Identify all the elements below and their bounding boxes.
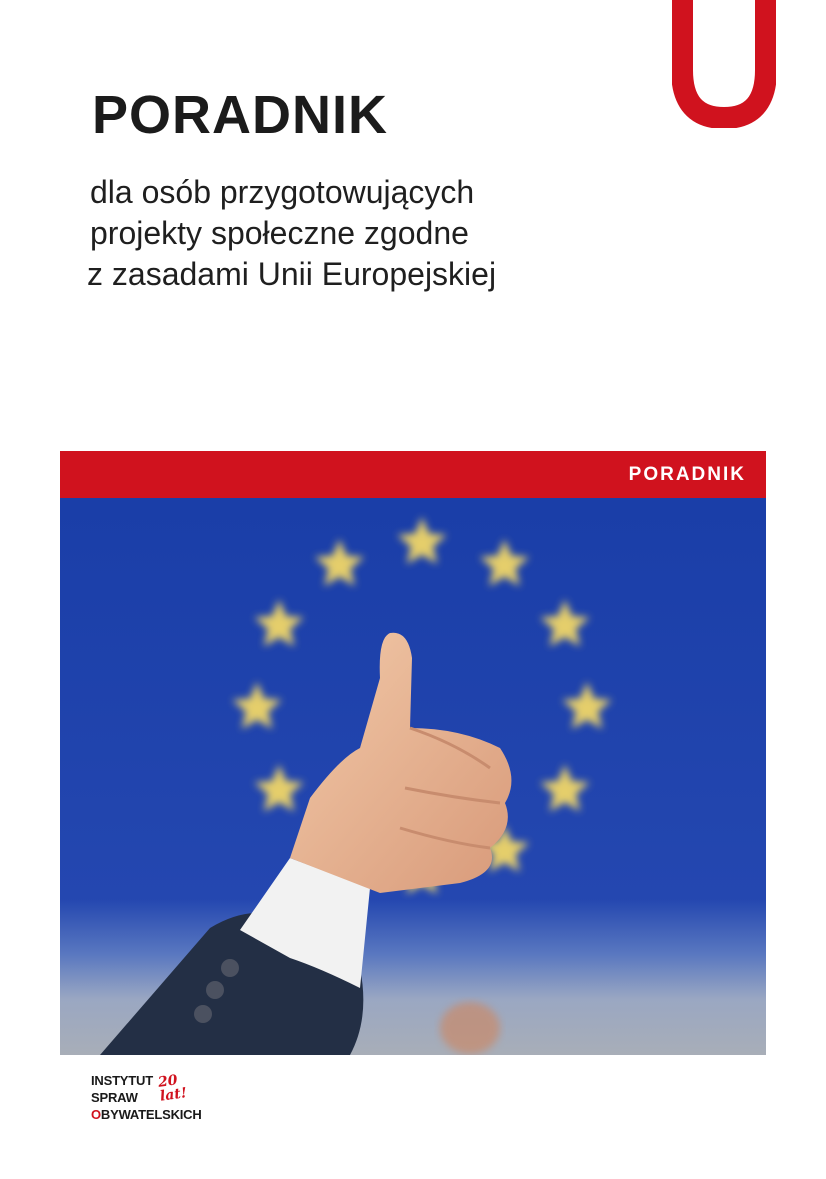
thumbs-up-photo — [60, 498, 766, 1055]
page-title: PORADNIK — [92, 85, 389, 145]
logo-line-3-initial: O — [91, 1107, 101, 1122]
band-label: PORADNIK — [628, 464, 746, 485]
badge-top: 20 — [157, 1072, 179, 1091]
subtitle — [87, 172, 497, 295]
logo-line-3-rest: BYWATELSKICH — [100, 1107, 202, 1122]
logo-line-1: INSTYTUT — [91, 1073, 153, 1088]
publisher-logo — [91, 1072, 221, 1132]
subtitle-line-3: z zasadami Unii Europejskiej — [87, 256, 497, 292]
anniversary-badge — [157, 1072, 188, 1103]
badge-bottom: lat! — [158, 1085, 188, 1105]
red-band — [60, 451, 766, 498]
subtitle-line-2: projekty społeczne zgodne — [90, 215, 469, 251]
subtitle-line-1: dla osób przygotowujących — [90, 174, 475, 210]
logo-line-2: SPRAW — [91, 1090, 138, 1105]
logo-line-3 — [91, 1106, 202, 1123]
corner-mark-icon — [672, 0, 776, 128]
cover-photo-block — [60, 451, 766, 1055]
